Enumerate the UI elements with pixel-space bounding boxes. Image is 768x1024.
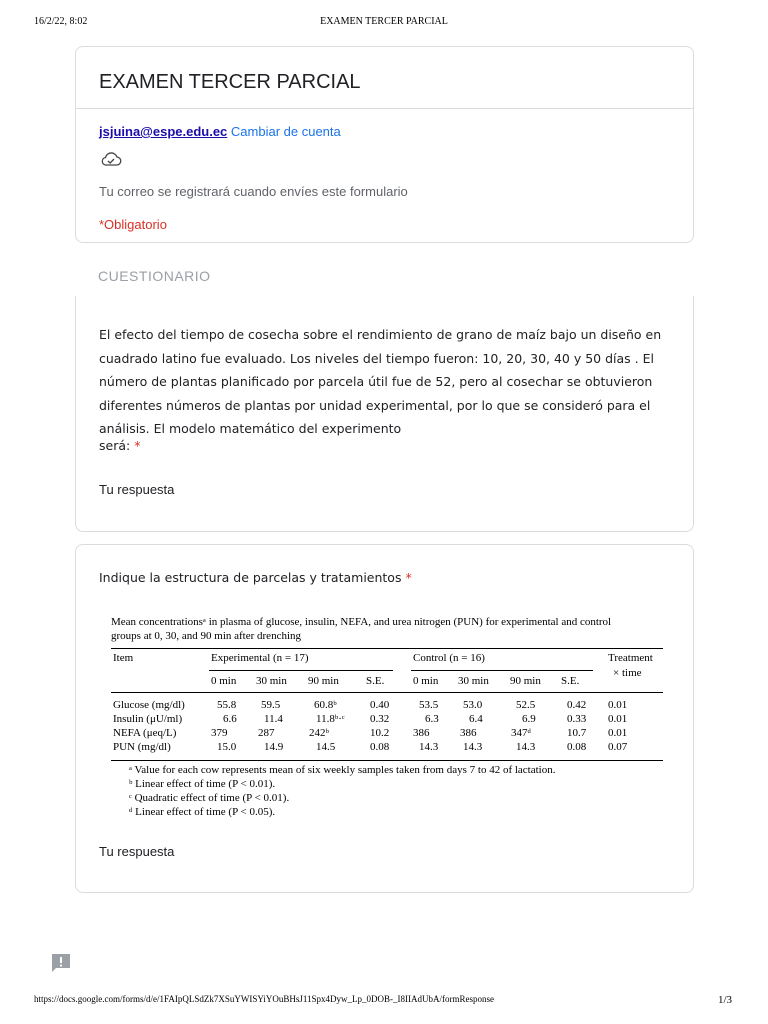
table-cell: 0.08: [370, 741, 390, 753]
account-email-link[interactable]: jsjuina@espe.edu.ec: [99, 124, 228, 139]
table-rule-header: [111, 692, 663, 693]
table-subheader: 90 min: [308, 675, 339, 687]
table-cell: 10.2: [370, 727, 390, 739]
feedback-icon[interactable]: [50, 953, 72, 973]
table-cell: 53.5: [419, 699, 439, 711]
table-subheader: 30 min: [256, 675, 287, 687]
table-cell: 52.5: [516, 699, 536, 711]
question-1-tail-text: será:: [99, 438, 131, 453]
table-cell: 11.4: [264, 713, 283, 725]
table-cell: 347ᵈ: [511, 727, 531, 739]
table-cell: 0.33: [567, 713, 587, 725]
form-title: EXAMEN TERCER PARCIAL: [99, 71, 361, 93]
table-cell: Insulin (μU/ml): [113, 713, 183, 725]
required-star: *: [405, 570, 412, 585]
answer-input-2[interactable]: Tu respuesta: [99, 844, 175, 859]
table-cell: 10.7: [567, 727, 587, 739]
table-cell: 0.42: [567, 699, 587, 711]
table-cell: 60.8ᵇ: [314, 699, 337, 711]
table-cell: 0.01: [608, 713, 628, 725]
table-group-rule-control: [411, 670, 593, 671]
table-cell: 287: [258, 727, 275, 739]
table-subheader: 0 min: [211, 675, 237, 687]
table-cell: 242ᵇ: [309, 727, 329, 739]
cloud-check-icon: [100, 151, 122, 167]
table-col-item: Item: [113, 652, 134, 664]
question-card-1: [75, 296, 694, 532]
table-subheader: 30 min: [458, 675, 489, 687]
table-subheader: 90 min: [510, 675, 541, 687]
section-title: CUESTIONARIO: [98, 268, 211, 284]
table-rule-bottom: [111, 760, 663, 761]
footer-page-number: 1/3: [718, 994, 733, 1006]
question-2-title: [99, 570, 412, 585]
table-cell: 0.32: [370, 713, 390, 725]
question-card-2: [75, 544, 694, 893]
table-cell: 59.5: [261, 699, 281, 711]
table-footnote: ᶜ Quadratic effect of time (P < 0.01).: [129, 792, 290, 804]
table-subheader: 0 min: [413, 675, 439, 687]
answer-input-1[interactable]: Tu respuesta: [99, 482, 175, 497]
table-cell: 0.08: [567, 741, 587, 753]
table-subheader: S.E.: [561, 675, 580, 687]
account-line: [99, 124, 341, 139]
table-cell: 6.6: [223, 713, 237, 725]
question-2-title-text: Indique la estructura de parcelas y tratamientos: [99, 570, 402, 585]
table-caption: [111, 615, 663, 643]
table-footnote: ᵈ Linear effect of time (P < 0.05).: [129, 806, 276, 818]
table-cell: 379: [211, 727, 228, 739]
table-cell: 6.4: [469, 713, 483, 725]
table-cell: PUN (mg/dl): [113, 741, 171, 753]
print-title: EXAMEN TERCER PARCIAL: [320, 16, 448, 27]
table-cell: 386: [413, 727, 430, 739]
required-indicator: *Obligatorio: [99, 217, 167, 232]
question-1-tail: [99, 438, 140, 453]
table-group-rule-experimental: [209, 670, 393, 671]
table-cell: 14.3: [463, 741, 483, 753]
table-footnote: ᵃ Value for each cow represents mean of six weekly samples taken from days 7 to 42 of lactation.: [129, 764, 556, 776]
table-rule-top: [111, 648, 663, 649]
table-cell: 55.8: [217, 699, 237, 711]
print-date: 16/2/22, 8:02: [34, 16, 88, 27]
table-cell: 0.07: [608, 741, 628, 753]
table-cell: 11.8ᵇ·ᶜ: [316, 713, 345, 725]
table-cell: 0.01: [608, 727, 628, 739]
table-group-experimental: Experimental (n = 17): [211, 652, 309, 664]
switch-account-link[interactable]: Cambiar de cuenta: [230, 124, 341, 139]
table-col-treatment: Treatment: [608, 652, 653, 664]
table-group-control: Control (n = 16): [413, 652, 485, 664]
table-cell: NEFA (μeq/L): [113, 727, 177, 739]
table-caption-line-1: Mean concentrationsᵃ in plasma of glucose, insulin, NEFA, and urea nitrogen (PUN) for experimental and control: [111, 616, 612, 628]
table-col-treatment-2: × time: [613, 667, 642, 679]
footer-url: https://docs.google.com/forms/d/e/1FAIpQLSdZk7XSuYWISYiYOuBHsJ11Spx4Dyw_Lp_0DOB-_I8IIAdUbA/formResponse: [34, 994, 494, 1004]
table-footnote: ᵇ Linear effect of time (P < 0.01).: [129, 778, 276, 790]
question-1-text: El efecto del tiempo de cosecha sobre el rendimiento de grano de maíz bajo un diseño en cuadrado latino fue evaluado. Los niveles del tiempo fueron: 10, 20, 30, 40 y 50 días . El número de plantas planificado por parcela útil fue de 52, pero al cosechar se obtuvieron diferentes números de plantas por unidad experimental, por lo que se consideró para el análisis. El modelo matemático del experimento: [99, 327, 662, 436]
table-cell: 14.3: [516, 741, 536, 753]
table-cell: 14.9: [264, 741, 284, 753]
table-cell: 15.0: [217, 741, 237, 753]
print-header: [0, 16, 768, 32]
question-2-table-image: [111, 615, 663, 825]
header-divider: [76, 108, 693, 109]
required-star: *: [134, 438, 141, 453]
table-cell: 53.0: [463, 699, 483, 711]
table-cell: 6.9: [522, 713, 536, 725]
table-cell: 0.40: [370, 699, 390, 711]
table-subheader: S.E.: [366, 675, 385, 687]
table-cell: 6.3: [425, 713, 439, 725]
table-cell: 0.01: [608, 699, 628, 711]
table-cell: 14.5: [316, 741, 336, 753]
table-cell: 386: [460, 727, 477, 739]
table-cell: Glucose (mg/dl): [113, 699, 185, 711]
table-caption-line-2: groups at 0, 30, and 90 min after drenching: [111, 630, 302, 642]
email-notice: Tu correo se registrará cuando envíes este formulario: [99, 184, 408, 199]
form-header-card: [75, 46, 694, 243]
table-cell: 14.3: [419, 741, 439, 753]
